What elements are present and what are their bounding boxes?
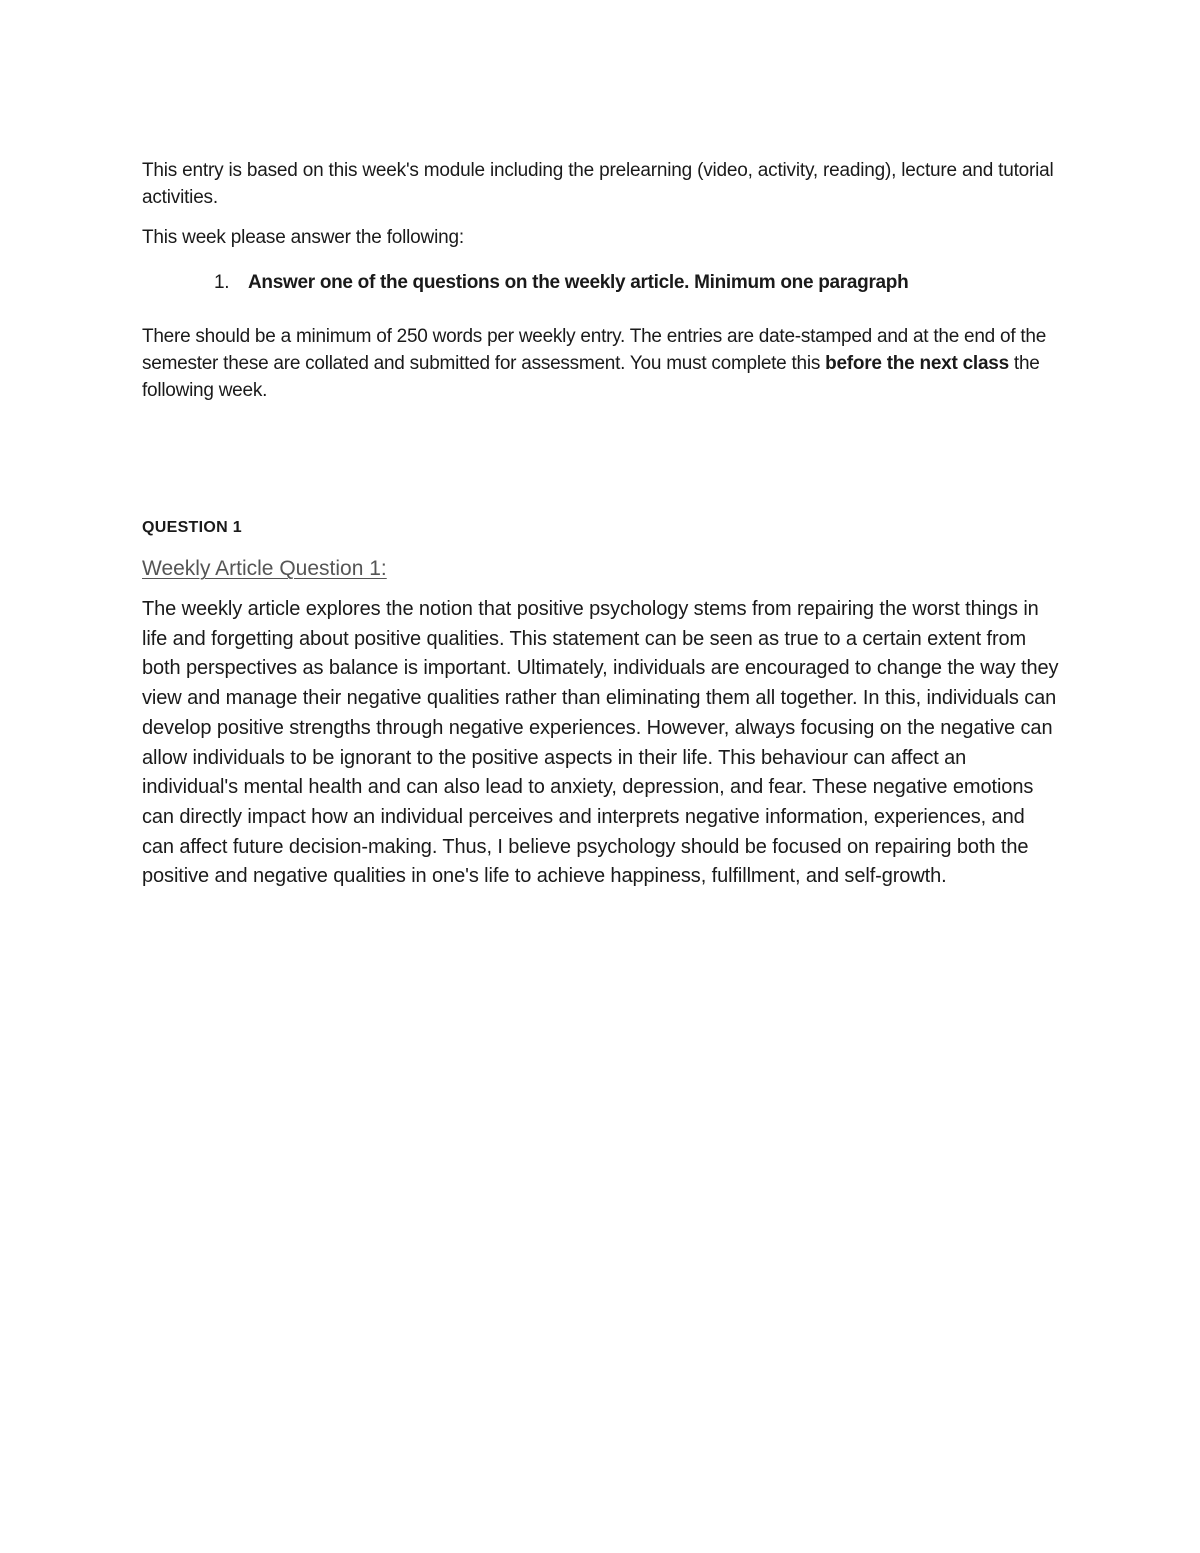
question-subheading: Weekly Article Question 1:: [142, 557, 387, 580]
intro-lead: This week please answer the following:: [142, 227, 464, 248]
task-text: Answer one of the questions on the weekly article. Minimum one paragraph: [248, 272, 909, 293]
question-heading: QUESTION 1: [142, 519, 242, 536]
requirements-deadline-emphasis: before the next class: [825, 353, 1009, 374]
document-body: [142, 157, 1062, 892]
requirements-paragraph: [142, 323, 1062, 404]
task-number: 1.: [214, 272, 230, 293]
intro-paragraph: This entry is based on this week's module including the prelearning (video, activity, reading), lecture and tutorial activities.: [142, 160, 1054, 208]
task-list: [142, 269, 1062, 296]
requirements-text-start: There should be a minimum of 250 words per weekly entry. The entries are date-stamped and at the end of the semester these are collated and submitted for assessment. You must complete this: [142, 326, 1047, 374]
requirements-text-end: the following week.: [142, 353, 1040, 401]
answer-paragraph: The weekly article explores the notion that positive psychology stems from repairing the worst things in life and forgetting about positive qualities. This statement can be seen as true to a certain extent from both perspectives as balance is important. Ultimately, individuals are encouraged to change the way they view and manage their negative qualities rather than eliminating them all together. In this, individuals can develop positive strengths through negative experiences. However, always focusing on the negative can allow individuals to be ignorant to the positive aspects in their life. This behaviour can affect an individual's mental health and can also lead to anxiety, depression, and fear. These negative emotions can directly impact how an individual perceives and interprets negative information, experiences, and can affect future decision-making. Thus, I believe psychology should be focused on repairing both the positive and negative qualities in one's life to achieve happiness, fulfillment, and self-growth.: [142, 598, 1059, 888]
task-item: [142, 269, 1062, 296]
